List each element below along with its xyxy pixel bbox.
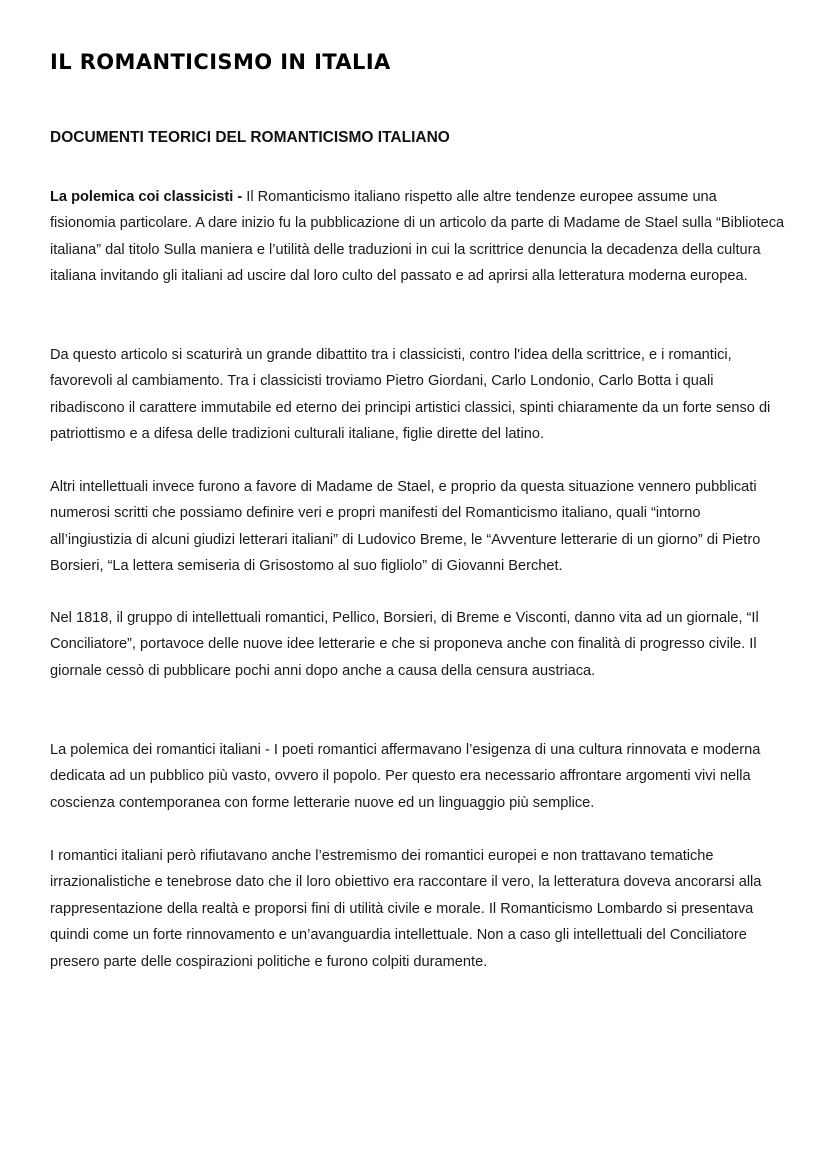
paragraph-romantici-italiani — [50, 843, 785, 975]
paragraph-text: La polemica dei romantici italiani - I poeti romantici affermavano l’esigenza di una cultura rinnovata e moderna dedicata ad un pubblico più vasto, ovvero il popolo. Per questo era necessario affrontare argomenti vivi nella coscienza contemporanea con forme letterarie nuove ed un linguaggio più semplice. — [50, 742, 761, 811]
paragraph-text: Nel 1818, il gruppo di intellettuali romantici, Pellico, Borsieri, di Breme e Visconti, danno vita ad un giornale, “Il Conciliatore”, portavoce delle nuove idee letterarie e che si proponeva anche con finalità di progresso civile. Il giornale cessò di pubblicare pochi anni dopo anche a causa della censura austriaca. — [50, 610, 759, 679]
paragraph-dibattito — [50, 342, 785, 448]
paragraph-manifesti — [50, 474, 785, 580]
paragraph-lead: La polemica coi classicisti - — [50, 189, 243, 205]
paragraph-text: Da questo articolo si scaturirà un grande dibattito tra i classicisti, contro l'idea della scrittrice, e i romantici, favorevoli al cambiamento. Tra i classicisti troviamo Pietro Giordani, Carlo Londonio, Carlo Botta i quali ribadiscono il carattere immutabile ed eterno dei principi artistici classici, spinti chiaramente da un forte senso di patriottismo e a difesa delle tradizioni culturali italiane, figlie dirette del latino. — [50, 347, 771, 443]
paragraph-conciliatore — [50, 605, 785, 684]
paragraph-polemica-romantici — [50, 737, 785, 816]
document-title: IL ROMANTICISMO IN ITALIA — [50, 50, 391, 74]
paragraph-text: Il Romanticismo italiano rispetto alle altre tendenze europee assume una fisionomia particolare. A dare inizio fu la pubblicazione di un articolo da parte di Madame de Stael sulla “Biblioteca italiana” dal titolo Sulla maniera e l’utilità delle traduzioni in cui la scrittrice denuncia la decadenza della cultura italiana invitando gli italiani ad uscire dal loro culto del passato e ad aprirsi alla letteratura moderna europea. — [50, 189, 785, 285]
paragraph-classicisti — [50, 184, 785, 290]
paragraph-text: I romantici italiani però rifiutavano anche l’estremismo dei romantici europei e non trattavano tematiche irrazionalistiche e tenebrose dato che il loro obiettivo era raccontare il vero, la letteratura doveva ancorarsi alla rappresentazione della realtà e proporsi fini di utilità civile e morale. Il Romanticismo Lombardo si presentava quindi come un forte rinnovamento e un’avanguardia intellettuale. Non a caso gli intellettuali del Conciliatore presero parte delle cospirazioni politiche e furono colpiti duramente. — [50, 848, 762, 970]
document-subtitle: DOCUMENTI TEORICI DEL ROMANTICISMO ITALIANO — [50, 129, 450, 146]
paragraph-text: Altri intellettuali invece furono a favore di Madame de Stael, e proprio da questa situazione vennero pubblicati numerosi scritti che possiamo definire veri e propri manifesti del Romanticismo italiano, quali “intorno all’ingiustizia di alcuni giudizi letterari italiani” di Ludovico Breme, le “Avventure letterarie di un giorno” di Pietro Borsieri, “La lettera semiseria di Grisostomo al suo figliolo” di Giovanni Berchet. — [50, 479, 761, 575]
